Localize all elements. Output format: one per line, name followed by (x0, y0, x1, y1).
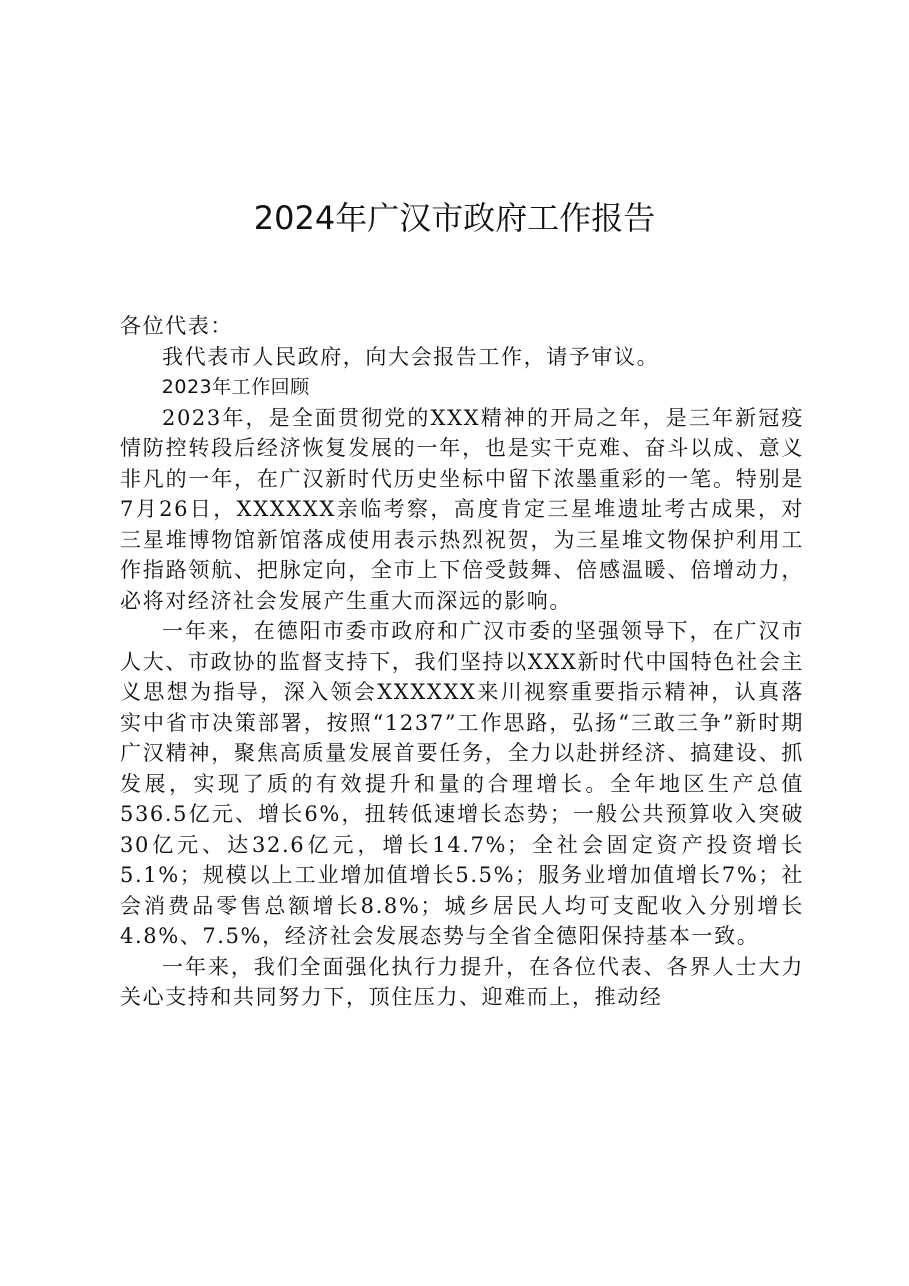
paragraph-3: 一年来，我们全面强化执行力提升，在各位代表、各界人士大力关心支持和共同努力下，顶住压力、迎难而上，推动经 (120, 954, 804, 1009)
document-body (120, 311, 804, 1013)
paragraph-1: 2023年，是全面贯彻党的XXX精神的开局之年，是三年新冠疫情防控转段后经济恢复发展的一年，也是实干克难、奋斗以成、意义非凡的一年，在广汉新时代历史坐标中留下浓墨重彩的一笔。特别是7月26日，XXXXXX亲临考察，高度肯定三星堆遗址考古成果，对三星堆博物馆新馆落成使用表示热烈祝贺，为三星堆文物保护利用工作指路领航、把脉定向，全市上下倍受鼓舞、倍感温暖、倍增动力，必将对经济社会发展产生重大而深远的影响。 (120, 405, 804, 613)
intro-paragraph: 我代表市人民政府，向大会报告工作，请予审议。 (162, 344, 660, 369)
document-title: 2024年广汉市政府工作报告 (253, 199, 656, 237)
section-heading: 2023年工作回顾 (161, 376, 310, 398)
paragraph-2: 一年来，在德阳市委市政府和广汉市委的坚强领导下，在广汉市人大、市政协的监督支持下，我们坚持以XXX新时代中国特色社会主义思想为指导，深入领会XXXXXX来川视察重要指示精神，认真落实中省市决策部署，按照“1237”工作思路，弘扬“三敢三争”新时期广汉精神，聚焦高质量发展首要任务，全力以赴拼经济、搞建设、抓发展，实现了质的有效提升和量的合理增长。全年地区生产总值536.5亿元、增长6%，扭转低速增长态势；一般公共预算收入突破30亿元、达32.6亿元，增长14.7%；全社会固定资产投资增长5.1%；规模以上工业增加值增长5.5%；服务业增加值增长7%；社会消费品零售总额增长8.8%；城乡居民人均可支配收入分别增长4.8%、7.5%，经济社会发展态势与全省全德阳保持基本一致。 (120, 619, 804, 948)
salutation: 各位代表： (120, 314, 233, 338)
